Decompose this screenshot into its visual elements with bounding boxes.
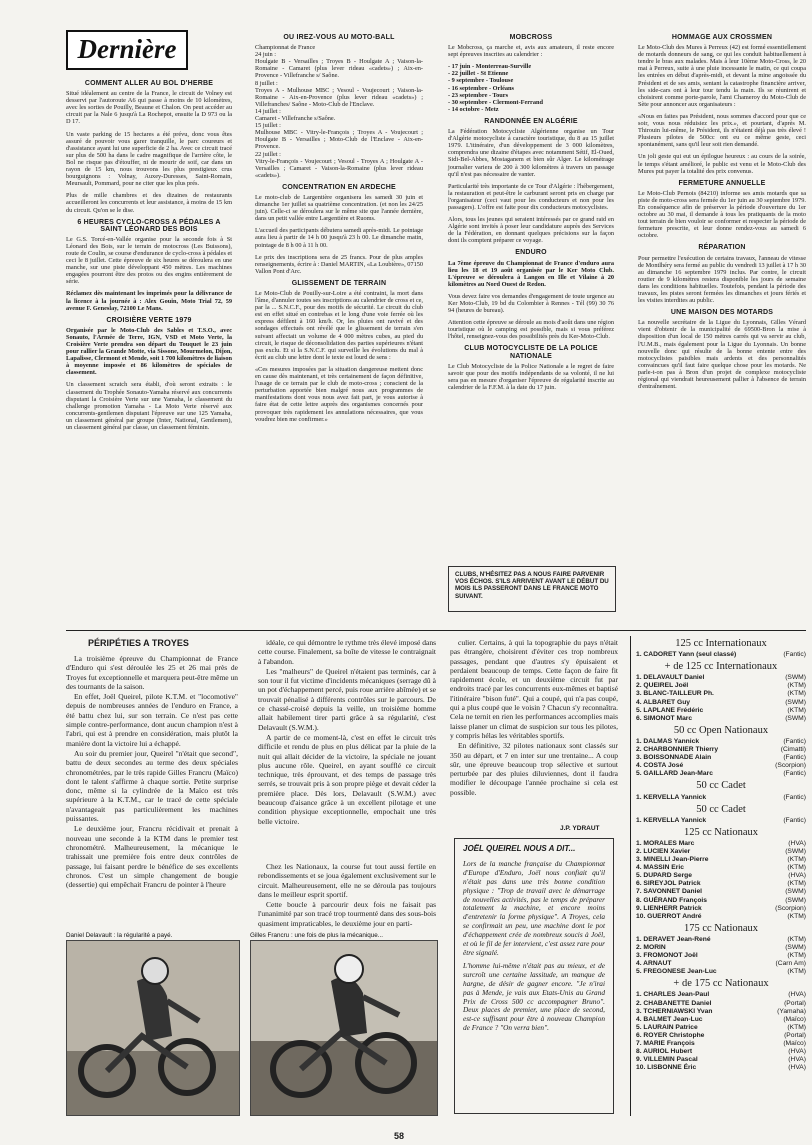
paragraph: «Ces mesures imposées par la situation dangereuse mettent donc en cause dès maintenant, et très certainement de façon définitive, l'usage de ce terrain par le club de moto-cross ; conscient de la perturbation apportée bien malgré nous aux programmes de manifestations dont vous nous avez fait part, je vous autorise à faire état de cette lettre auprès des organismes concernés pour provoquer très rapidement les annulations nécessaires, que vous voudrez bien me confirmer.» xyxy=(255,365,423,423)
result-row: 3. BOISSONNADE Alain (Fantic) xyxy=(636,754,806,762)
result-row: 2. LUCIEN Xavier (SWM) xyxy=(636,847,806,855)
date-line: - 30 septembre - Clermont-Ferrand xyxy=(448,98,544,106)
schedule-line: 15 juillet : xyxy=(255,122,281,130)
result-row: 7. SAVONNET Daniel (SWM) xyxy=(636,888,806,896)
result-row: 4. COSTA José (Scorpion) xyxy=(636,762,806,770)
paragraph: Le Moto-Club Pernois (84210) informe ses amis motards que sa piste de moto-cross sera fermée du 1er juin au 30 septembre 1979. En conséquence afin de préserver la période d'ouverture du 1er octobre au 30 mai, il demande à tous les pratiquants de la moto tout terrain de bien vouloir se conformer et respecter la période de fermeture prescrite, et leur donne rendez-vous au samedi 6 octobre. xyxy=(638,189,806,240)
paragraph: Particularité très importante de ce Tour d'Algérie : l'hébergement, la restauration et peut-être le carburant seront pris en charge par l'organisateur (ceci vaut pour les conducteurs et non pour les passagers). L'offre est faite pour dix conducteurs motocyclistes. xyxy=(448,182,614,211)
result-row: 8. GUÉRAND François (SWM) xyxy=(636,896,806,904)
result-row: 10. GUERROT André (KTM) xyxy=(636,912,806,920)
result-row: 4. ARNAUT (Carn Am) xyxy=(636,960,806,968)
date-line: - 16 septembre - Orléans xyxy=(448,84,514,92)
paragraph: Au soir du premier jour, Queirel "n'était que second", battu de deux secondes au terme des deux spéciales chronométrées, par le très rapide Gilles Francru (Maïco) dont le talent s'affirme à chaque sortie. Petite surprise donc, même si la cylindrée de la Maïco est très supérieure à la K.T.M., car le tracé de cette spéciale n'avantageait pas particulièrement les machines puissantes. xyxy=(66,748,238,824)
paragraph: Chez les Nationaux, la course fut tout aussi fertile en rebondissements et se joua également exclusivement sur le circuit. Malheureusement, elle ne se déroula pas toujours dans le meilleur esprit sportif. xyxy=(258,862,436,899)
interview-inset xyxy=(454,838,614,1114)
paragraph: La Fédération Motocycliste Algérienne organise un Tour d'Algérie motocycliste à caractère touristique, du 8 au 15 juillet 1979. L'itinéraire, d'un développement de 3 000 kilomètres, comprendra une dizaine d'étapes avec notamment Sétif, El-Oued, Sidi-Bel-Abbes, Mostaganem et bien sûr Alger. Le kilométrage journalier variera de 200 à 300 kilomètres à travers un passage qu'il n'est pas nécessaire de vanter. xyxy=(448,128,614,178)
page-number: 58 xyxy=(394,1131,405,1141)
article-column-2 xyxy=(258,638,436,862)
result-row: 6. ROYER Christophe (Portal) xyxy=(636,1031,806,1039)
schedule-line: Mulhouse MBC - Vitry-le-François ; Troyes A - Voujecourt ; Houlgate B - Versailles ; Moto-Club de l'Enclave - Aix-en-Provence. xyxy=(255,129,423,151)
result-row: 5. FREGONESE Jean-Luc (KTM) xyxy=(636,968,806,976)
paragraph: Le Moto-Club des Mures à Perreux (42) est formé essentiellement de motards donneurs de sang, ce qui les conduit habituellement à tendre le bras aux malades. Mais à leur 10ème Moto-Cross, le 20 mai à Perreux, suite à une pluie incessante le matin, ce qui coupa les entrées en début d'après-midi, et devant la mine angoissée du Président et de ses amis, sentant la catastrophe financière arriver, les side-cars ont à leur tour tendu la main. Ils se réunirent et choisirent comme porte-parole, l'ami Chameroy du Moto-Club de Sète pour annoncer aux organisateurs : xyxy=(638,44,806,108)
results-category-title: 50 cc Cadet xyxy=(696,780,746,792)
results-category-title: 125 cc Internationaux xyxy=(675,638,767,649)
schedule-line: 8 juillet : xyxy=(255,79,278,87)
result-row: 5. LAURAIN Patrice (KTM) xyxy=(636,1023,806,1031)
paragraph: La troisième épreuve du Championnat de France d'Enduro qui s'est déroulée les 25 et 26 mai près de Troyes fut exceptionnelle et marquera peut-être même un des tournants de la saison. xyxy=(66,654,238,691)
article-author: J.P. YDRAUT xyxy=(560,825,600,832)
section-heading: 6 HEURES CYCLO-CROSS A PÉDALES A SAINT LÉONARD DES BOIS xyxy=(77,218,221,233)
result-row: 1. KERVELLA Yannick (Fantic) xyxy=(636,816,806,824)
paragraph: La 7ème épreuve du Championnat de France d'enduro aura lieu les 18 et 19 août organisée par le Ker Moto Club. L'épreuve se déroulera à Langon en Ille et Vilaine à 20 kilomètres au Nord Ouest de Redon. xyxy=(448,259,614,288)
moto-ball-schedule xyxy=(255,44,423,179)
photo-caption: Gilles Francru : une fois de plus la mécanique... xyxy=(250,932,384,939)
section-heading: ENDURO xyxy=(515,249,547,257)
paragraph: Le Mobcross, ça marche et, avis aux amateurs, il reste encore sept épreuves inscrites au calendrier : xyxy=(448,44,614,59)
schedule-line: Troyes A - Mulhouse MBC ; Vesoul - Voujecourt ; Vaison-la-Romaine - Aix-en-Provence (plus lever rideau «cadets») ; Villefranches/ Saône - Moto-Club de l'Enclave. xyxy=(255,86,423,108)
article-column-3 xyxy=(450,638,618,822)
section-heading: OU IREZ-VOUS AU MOTO-BALL xyxy=(283,34,395,41)
clubs-notice-box: CLUBS, N'HÉSITEZ PAS A NOUS FAIRE PARVENIR VOS ÉCHOS. S'ILS ARRIVENT AVANT LE DÉBUT DU MOIS ILS PASSERONT DANS LE FRANCE MOTO SUIVANT. xyxy=(448,566,616,612)
paragraph: Organisée par le Moto-Club des Sables et T.S.O., avec Sonauto, l'Armée de Terre, IGN, VSD et Moto Verte, la Croisière Verte prendra son départ du Touquet le 23 juin pour rallier la Grande Motte, via Sissone, Mourmelon, Dijon, Lapalisse, Clermont et Mende, soit 1 700 kilomètres de liaison à moyenne imposée et 86 kilomètres de spéciales de classement. xyxy=(66,326,232,377)
result-row: 10. LISBONNE Éric (HVA) xyxy=(636,1064,806,1072)
paragraph: idéale, ce qui démontre le rythme très élevé imposé dans cette course. Finalement, sa boîte de vitesse le contraignait à l'abandon. xyxy=(258,638,436,666)
paragraph: Alors, tous les jeunes qui seraient intéressés par ce grand raid en Algérie sont invités à poser leur candidature auprès des Services de la Fédération, en donnant quelques précisions sur la façon dont ils comptent préparer ce voyage. xyxy=(448,216,614,245)
section-logo: Dernière xyxy=(66,30,188,70)
paragraph: Un vaste parking de 15 hectares a été prévu, donc vous êtes assuré de pouvoir vous garer tranquille, le parc coureurs et d'assistance ayant lui une superficie de 2 ha. Avec ce circuit tracé sur plus de 500 ha dans le cadre magnifique de l'arrière côte, le Bol ne risque pas d'étouffer, ni de mourir de soif, car dans un rayon de 15 km, nous trouvons les plus prestigieux crus bourguignons : Volnay, Auxey-Duresses, Saint-Romain, Meursault, Pommard, pour ne citer que les plus prés. xyxy=(66,130,232,188)
paragraph: Le Club Motocycliste de la Police Nationale a le regret de faire savoir que pour des motifs indépendants de sa volonté, il ne lui sera pas en mesure d'organiser l'épreuve de régularité inscrite au calendrier de la F.F.M. à la date du 17 juin. xyxy=(448,362,614,391)
results-table xyxy=(636,636,806,1116)
result-row: 2. MORIN (SWM) xyxy=(636,944,806,951)
article-column-2b xyxy=(258,862,436,928)
result-row: 1. CADORET Yann (seul classé) (Fantic) xyxy=(636,651,806,659)
inset-paragraph: Lors de la manche française du Championnat d'Europe d'Enduro, Joël nous confiait qu'il n'était pas dans une très bonne condition physique : "Trop de travail avec le démarrage de nouvelles activités, pas le temps de préparer totalement la machine, et encore moins d'entretenir la forme physique". A Troyes, cela se confirmait un peu, une machine dont le pot d'échappement crée de nombreux soucis à Joël, et où le fil de fer intervient, c'est assez rare pour être signalé. xyxy=(463,858,605,957)
paragraph: Réclamez dès maintenant les imprimés pour la délivrance de la licence à la journée à : Alex Gouin, Moto Trial 72, 59 avenue F. Geneslay, 72100 Le Mans. xyxy=(66,290,232,312)
result-row: 5. DUPARD Serge (HVA) xyxy=(636,872,806,880)
date-line: - 22 juillet - St Etienne xyxy=(448,70,509,78)
result-row: 9. VILLEMIN Pascal (HVA) xyxy=(636,1056,806,1064)
result-row: 5. LAPLANE Frédéric (KTM) xyxy=(636,706,806,714)
date-line: - 17 juin - Monterreau-Surville xyxy=(448,63,532,71)
results-category-title: + de 175 cc Nationaux xyxy=(673,978,769,990)
section-heading: HOMMAGE AUX CROSSMEN xyxy=(671,34,773,41)
column-3 xyxy=(448,30,614,560)
paragraph: Le Moto-Club de Pouilly-sur-Loire a été contraint, la mort dans l'âme, d'annuler toutes ses inscriptions au calendrier de cross et ce, par la ... S.N.C.F., pour des motifs de sécurité. Le circuit du club est en effet situé en contrebas et le long d'une voie ferrée où les express défilent à 160 km/h. Or, les pluies ont ravivé et des sondages effectués ont révélé que le glissement de terrain s'en suivant affectait un volume de 4 000 mètres cubes, au pied du circuit, le risque de déconsolidation des parties supérieures n'étant pas exclu. Et si la S.N.C.F. qui surveille les évolutions du mal à écrit au club une lettre dont le texte est lourd de sens : xyxy=(255,290,423,361)
results-category-title: 50 cc Cadet xyxy=(696,803,746,815)
result-row: 1. MORALES Marc (HVA) xyxy=(636,839,806,847)
section-heading: RANDONNÉE EN ALGÉRIE xyxy=(484,117,578,125)
section-heading: CONCENTRATION EN ARDECHE xyxy=(282,183,396,191)
paragraph: «Nous en faites pas Président, nous sommes d'accord pour que ce soir, vous nous réduisiez les prix.», et pourtant, d'après M. Thirouin lui-même, le Président, ils n'étaient déjà pas très élevé ! Plusieurs pilotes de 500cc ont eu ce même geste, ceci spontanément, sans qu'il leur soit rien demandé. xyxy=(638,112,806,149)
divider xyxy=(630,636,631,1116)
paragraph: En définitive, 32 pilotes nationaux sont classés sur 350 au départ, et 7 en inter sur une trentaine... A coup sûr, une épreuve beaucoup trop sélective et surtout perturbée par des pluies diluviennes, dont il faudra modifier le découpage l'année prochaine si cela est possible. xyxy=(450,741,618,797)
section-heading: FERMETURE ANNUELLE xyxy=(678,179,766,187)
section-heading: MOBCROSS xyxy=(509,34,553,41)
column-4 xyxy=(638,30,806,626)
paragraph: Plus de mille chambres et des dizaines de restaurants accueilleront les concurrents et leur assistance, à moins de 15 km du circuit. Qu'on se le dise. xyxy=(66,192,232,214)
result-row: 1. CHARLES Jean-Paul (HVA) xyxy=(636,991,806,999)
schedule-line: Houlgate B - Versailles ; Troyes B - Houlgate A ; Vaison-la-Romaine - Camaret (plus lever rideau «cadets») ; Aix-en-Provence - Villefranche s/ Saône. xyxy=(255,58,423,80)
result-row: 4. BALMET Jean-Luc (Maïco) xyxy=(636,1015,806,1023)
paragraph: Le G.S. Torcé-en-Vallée organise pour la seconde fois à St Léonard des Bois, sur le terrain de motocross (Les Buissons), route de Coulin, se course d'endurance de cyclo-cross à pédales et ceci le 8 juillet. Cette épreuve de six heures se déroulera en une manche, sur une piste développant 450 mètres. Les machines engagées pourront être des protos ou des engins entièrement de série. xyxy=(66,235,233,286)
paragraph: Le deuxième jour, Francru récidivait et prenait à nouveau une seconde à la KTM dans le premier test chronométré. Malheureusement, la mécanique le trahissait une première fois entre deux contrôles de passage, lui faisant perdre le bénéfice de ses excellents chronos. C'est un simple changement de bougie (dessertie) qui empêchait Francru de pointer à l'heure xyxy=(66,824,238,890)
result-row: 4. ALBARET Guy (SWM) xyxy=(636,698,806,706)
paragraph: Cette boucle à parcourir deux fois ne faisait pas l'unanimité par son tracé trop tourmenté dans des sous-bois quasiment impraticables, le deuxième jour en parti- xyxy=(258,900,436,928)
photo-francru xyxy=(250,940,438,1116)
section-heading: CROISIÈRE VERTE 1979 xyxy=(106,316,192,324)
schedule-line: 14 juillet : xyxy=(255,107,281,115)
mobcross-dates xyxy=(448,63,614,113)
paragraph: Situé idéalement au centre de la France, le circuit de Volney est desservi par l'autoroute A6 qui passe à moins de 10 kilomètres, avec les sorties de Pouilly, Beaune et Chalon. On peut accéder au circuit par la Nale 6 jusqu'à La Rochepot, ensuite la D 973 ou la D 17. xyxy=(66,90,232,126)
schedule-line: Camaret - Villefranche s/Saône. xyxy=(255,115,336,123)
paragraph: L'accueil des participants débutera samedi après-midi. Le pointage aura lieu à partir de 14 h 00 jusqu'à 23 h 00. Le dimanche matin, pointage de 8 h 00 à 11 h 00. xyxy=(255,227,423,249)
result-row: 5. GAILLARD Jean-Marc (Fantic) xyxy=(636,770,806,778)
result-row: 3. FROMONOT Joël (KTM) xyxy=(636,952,806,960)
schedule-line: 22 juillet : xyxy=(255,150,281,158)
article-column-1 xyxy=(66,654,238,890)
paragraph: Vous devez faire vos demandes d'engagement de toute urgence au Ker Moto-Club, 19 bd du Colombier à Rennes - Tél (99) 30 76 94 (heures de bureau). xyxy=(448,292,614,315)
result-row: 3. TCHERNIAWSKI Yvan (Yamaha) xyxy=(636,1007,806,1015)
date-line: - 23 septembre - Tours xyxy=(448,91,509,99)
motorcycle-rider-illustration xyxy=(251,941,437,1115)
section-heading: CLUB MOTOCYCLISTE DE LA POLICE NATIONALE xyxy=(464,345,598,360)
schedule-line: Championnat de France xyxy=(255,44,316,52)
photo-caption: Daniel Delavault : la régularité a payé. xyxy=(66,932,173,939)
results-category-title: 175 cc Nationaux xyxy=(683,922,759,934)
date-line: - 9 septembre - Toulouse xyxy=(448,77,514,85)
result-row: 3. BLANC-TAILLEUR Ph. (KTM) xyxy=(636,690,806,698)
result-row: 2. QUEIREL Joël (KTM) xyxy=(636,682,806,690)
results-category-title: 125 cc Nationaux xyxy=(683,826,759,838)
paragraph: Le moto-club de Largentière organisera les samedi 30 juin et dimanche 1er juillet sa quatrième concentration. (et non les 24/25 juin). Celle-ci se déroulera sur le même site que l'année dernière, dans un petit vallée entre Largentière et Ruoms. xyxy=(255,193,423,223)
paragraph: Le prix des inscriptions sera de 25 francs. Pour de plus amples renseignements, écrire à : Daniel MARTIN, «La Loubière», 07150 Vallon Pont d'Arc. xyxy=(255,253,424,275)
paragraph: En effet, Joël Queirel, pilote K.T.M. et "locomotive" depuis de nombreuses années de l'enduro en France, a été battu chez lui, sur son terrain. Ce n'est pas cette simple contre-performance, dont aucun champion n'est à l'abri, qui est à prendre en considération, mais plutôt la manière dont la victoire lui a échappé. xyxy=(66,692,238,748)
paragraph: Les "malheurs" de Queirel n'étaient pas terminés, car à son tour il fut victime d'incidents mécaniques (serrage dû à un pot d'échappement percé, puis roue arrière abîmée) et se trouvait pénalisé à différents contrôles sur le parcours. De ce chassé-croisé depuis la veille, un troisième homme allait habilement tirer parti grâce à sa régularité, c'est Delavault (S.W.M.). xyxy=(258,666,436,732)
result-row: 9. LIENHERR Patrick (Scorpion) xyxy=(636,904,806,912)
paragraph: Un joli geste qui eut un épilogue heureux : au cours de la soirée, le temps s'étant amélioré, le public est venu et le Moto-Club des Mures put payer la totalité des prix convenus. xyxy=(638,153,806,175)
schedule-line: Vitry-le-François - Voujecourt ; Vesoul - Troyes A ; Houlgate A - Versailles ; Camaret - Vaison-la-Romaine (plus lever rideau «cadets»). xyxy=(255,157,423,179)
paragraph: Pour permettre l'exécution de certains travaux, l'anneau de vitesse de Montlhéry sera fermé au public du vendredi 13 juillet à 17 h 30 au dimanche 16 septembre 1979 inclus. Par contre, le circuit routier de 9 kilomètres restera disponible les jours de semaine dans les conditions habituelles. Toutefois, pendant la période des travaux, les pistes seront fermées les dimanches et jours fériés et les visites interdites au public. xyxy=(638,254,806,305)
section-heading: RÉPARATION xyxy=(698,244,746,252)
result-row: 1. DELAVAULT Daniel (SWM) xyxy=(636,674,806,682)
section-heading: UNE MAISON DES MOTARDS xyxy=(670,309,774,317)
result-row: 2. CHABANETTE Daniel (Portal) xyxy=(636,999,806,1007)
result-row: 6. SIREYJOL Patrick (KTM) xyxy=(636,880,806,888)
paragraph: La nouvelle secrétaire de la Ligue du Lyonnais, Gilles Vérard vient d'obtenir de la municipalité de 69500-Bron la mise à disposition d'un local de 150 mètres carrés qui va servir au club, l'U.M.B., mais également pour la Ligue du Lyonnais. Un bonne nouvelle donc qui résulte de la bonne entente entre des motocyclistes paisibles mais ardents et des personnalités convaincues qu'il faut faire quelque chose pour les motards. Ne parle-t-on pas à Bron d'un projet de complexe motocycliste régional qui viendrait heureusement pallier à l'absence de terrain d'entraînement. xyxy=(638,319,806,391)
section-heading: COMMENT ALLER AU BOL D'HERBE xyxy=(84,80,214,87)
result-row: 2. CHARBONNIER Thierry (Cimatti) xyxy=(636,746,806,754)
result-row: 1. KERVELLA Yannick (Fantic) xyxy=(636,793,806,801)
result-row: 3. MINELLI Jean-Pierre (KTM) xyxy=(636,856,806,864)
inset-title: JOËL QUEIREL NOUS A DIT... xyxy=(463,844,576,853)
result-row: 8. AURIOL Hubert (HVA) xyxy=(636,1048,806,1056)
section-heading: GLISSEMENT DE TERRAIN xyxy=(291,279,387,287)
result-row: 7. MARIE François (Maïco) xyxy=(636,1040,806,1048)
motorcycle-rider-illustration xyxy=(67,941,239,1115)
divider xyxy=(66,630,806,631)
photo-delavault xyxy=(66,940,240,1116)
results-category-title: + de 125 cc Internationaux xyxy=(664,661,778,673)
column-2 xyxy=(255,30,423,626)
article-title: PÉRIPÉTIES A TROYES xyxy=(88,638,189,648)
result-row: 1. DERAVET Jean-René (KTM) xyxy=(636,935,806,943)
left-column xyxy=(66,76,232,626)
date-line: - 14 octobre - Metz xyxy=(448,105,499,113)
paragraph: Un classement scratch sera établi, d'où seront extraits : le classement du Trophée Sonauto-Yamaha réservé aux concurrents disputant la Croisière Verte sur une Yamaha, le classement du challenge promotion Yamaha - La Moto Verte réservé aux concurrents-gentlemen disputant l'épreuve sur une 125 Yamaha, un classement général par groupe (Inter, National, Gentlemen), un classement général par classe, un classement féminin. xyxy=(66,381,232,432)
result-row: 6. SIMONOT Marc (SWM) xyxy=(636,714,806,722)
paragraph: Attention cette épreuve se déroule au mois d'août dans une région touristique où le camping est possible, mais si vous préférez l'hôtel, renseignez-vous des possibilités près du Ker-Moto-Club. xyxy=(448,319,614,341)
result-row: 1. DALMAS Yannick (Fantic) xyxy=(636,737,806,745)
results-category-title: 50 cc Open Nationaux xyxy=(673,724,769,736)
result-row: 4. MASSIN Eric (KTM) xyxy=(636,864,806,872)
inset-paragraph: L'homme lui-même n'était pas au mieux, et de surcroît une certaine lassitude, un manque de hargne, de désir de gagner encore. "Je n'irai pas à Mende, je vais aux Etats-Unis au Grand Prix de Cross 500 cc accompagner Bruno". Deux places de premier, une place de second, est-ce suffisant pour être à nouveau Champion de France ? "On verra bien". xyxy=(463,960,605,1033)
schedule-line: 24 juin : xyxy=(255,51,276,59)
paragraph: culier. Certains, à qui la topographie du pays n'était pas étrangère, choisirent d'éviter ces trop nombreux passages, pendant que d'autres s'y épuisaient et perdaient beaucoup de temps. Cette façon de faire fit rapidement école, et un deuxième circuit fut par endroits tracé par les concurrents eux-mêmes et baptisé l'itinéraire "bison futé". Qui a coupé, qui n'a pas coupé, qui a plus coupé que le voisin ? Chacun s'y reconnaîtra. Cela ne ternit en rien les performances accomplies mais laisse planer un climat de suspicion sur tous les pilotes, y compris hélas les véritables sportifs. xyxy=(450,638,618,740)
paragraph: A partir de ce moment-là, c'est en effet le circuit très difficile et rendu de plus en plus délicat par la pluie de la nuit qui allait décider de la victoire, la spéciale ne jouant plus aucune rôle. Queirel, en ayant soufflé ce circuit technique, très éprouvant, et des temps de passage très serrés, se trouvait pris à son propre piège et devait céder la première place. Dès lors, Delavault (S.W.M.) avec beaucoup d'aisance grâce à un excellent pilotage et une condition physique exceptionnelle, empochait une très belle victoire. xyxy=(258,732,436,826)
